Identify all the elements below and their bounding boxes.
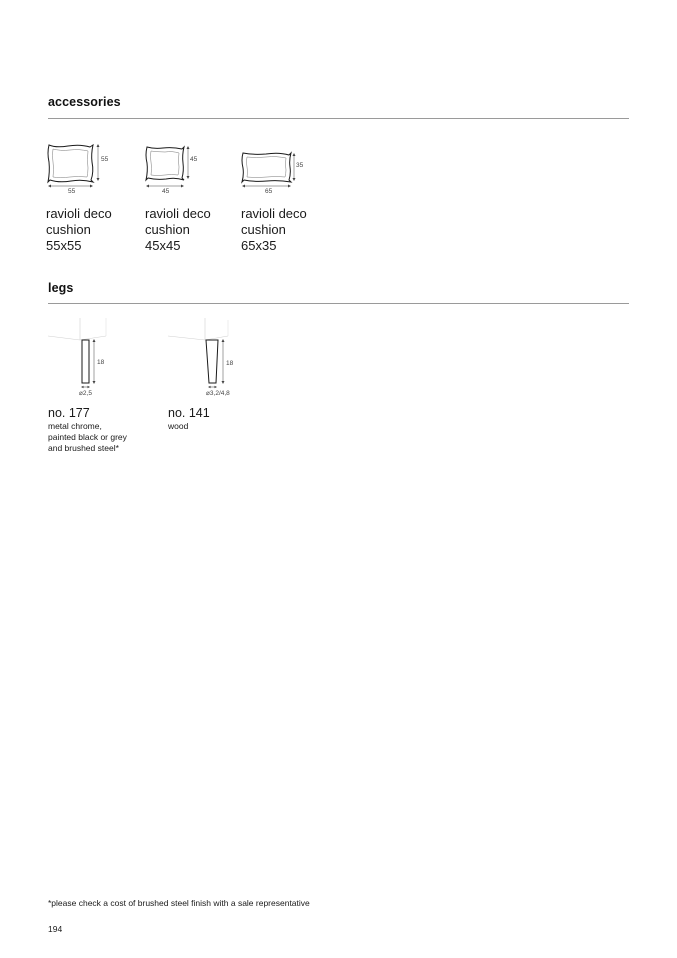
accessories-heading: accessories <box>48 95 121 109</box>
footnote: *please check a cost of brushed steel finish with a sale representative <box>48 898 310 908</box>
cushion-name-line1: ravioli deco <box>241 206 307 221</box>
cushion-45x45-width-label: 45 <box>162 188 170 195</box>
leg-item-141 <box>168 318 278 432</box>
leg-177-height-label: 18 <box>97 359 105 366</box>
leg-141-height-label: 18 <box>226 360 234 367</box>
legs-heading: legs <box>48 281 74 295</box>
leg-177-desc-line2: painted black or grey <box>48 432 127 442</box>
legs-divider <box>48 303 629 304</box>
cushion-55x55-drawing <box>46 142 116 196</box>
leg-141-name: no. 141 <box>168 406 210 420</box>
cushion-size: 55x55 <box>46 238 82 253</box>
cushion-55x55-height-label: 55 <box>101 156 109 163</box>
cushion-45x45-drawing <box>145 142 215 196</box>
accessories-divider <box>48 118 629 119</box>
leg-177-diameter-label: ⌀2,5 <box>79 390 92 397</box>
leg-141-drawing <box>168 318 278 400</box>
cushion-45x45-height-label: 45 <box>190 156 198 163</box>
cushion-55x55-width-label: 55 <box>68 188 76 195</box>
cushion-size: 65x35 <box>241 238 277 253</box>
cushion-item-65x35 <box>241 142 311 254</box>
cushion-65x35-height-label: 35 <box>296 162 304 169</box>
cushion-name-line1: ravioli deco <box>145 206 211 221</box>
cushion-name-line1: ravioli deco <box>46 206 112 221</box>
leg-141-diameter-label: ⌀3,2/4,8 <box>206 390 230 397</box>
leg-177-desc-line3: and brushed steel* <box>48 443 119 453</box>
cushion-65x35-width-label: 65 <box>265 188 273 195</box>
page-number: 194 <box>48 924 63 934</box>
leg-177-desc-line1: metal chrome, <box>48 421 102 431</box>
cushion-name-line2: cushion <box>145 222 190 237</box>
leg-141-desc-line1: wood <box>168 421 189 431</box>
cushion-size: 45x45 <box>145 238 181 253</box>
leg-item-177 <box>48 318 158 454</box>
cushion-65x35-drawing <box>241 142 311 196</box>
cushion-name-line2: cushion <box>46 222 91 237</box>
cushion-item-45x45 <box>145 142 215 254</box>
cushion-item-55x55 <box>46 142 116 254</box>
leg-177-name: no. 177 <box>48 406 90 420</box>
leg-177-drawing <box>48 318 158 400</box>
cushion-name-line2: cushion <box>241 222 286 237</box>
